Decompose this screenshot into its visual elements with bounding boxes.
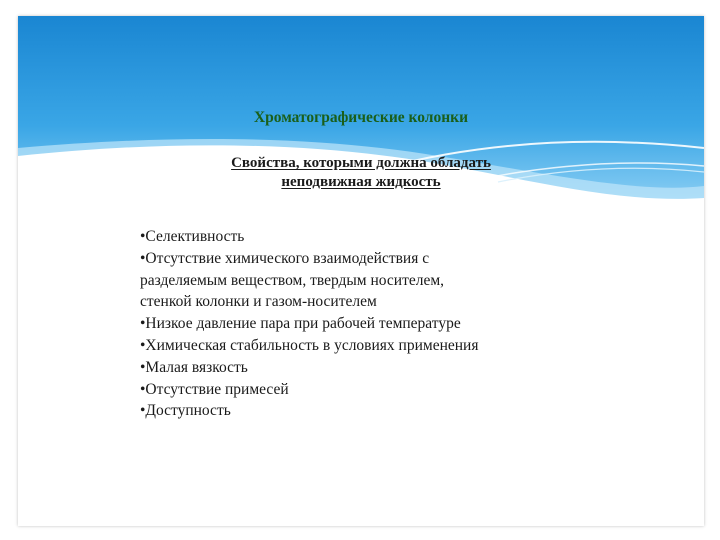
list-item: •Отсутствие химического взаимодействия с xyxy=(140,249,430,267)
slide-title: Хроматографические колонки xyxy=(253,109,469,126)
slide-subtitle xyxy=(18,154,704,192)
list-item: •Химическая стабильность в условиях применения xyxy=(140,336,479,354)
subtitle-line-1: Свойства, которыми должна обладать xyxy=(231,155,491,171)
slide xyxy=(18,16,704,526)
list-item: стенкой колонки и газом-носителем xyxy=(140,293,377,311)
list-item: разделяемым веществом, твердым носителем, xyxy=(140,271,445,289)
list-item: •Низкое давление пара при рабочей температуре xyxy=(140,315,461,333)
list-item: •Малая вязкость xyxy=(140,358,248,376)
list-item: •Отсутствие примесей xyxy=(140,380,289,398)
list-item: •Доступность xyxy=(140,402,231,420)
subtitle-line-2: неподвижная жидкость xyxy=(281,174,441,190)
list-item: •Селективность xyxy=(140,228,245,245)
properties-list xyxy=(140,226,610,422)
